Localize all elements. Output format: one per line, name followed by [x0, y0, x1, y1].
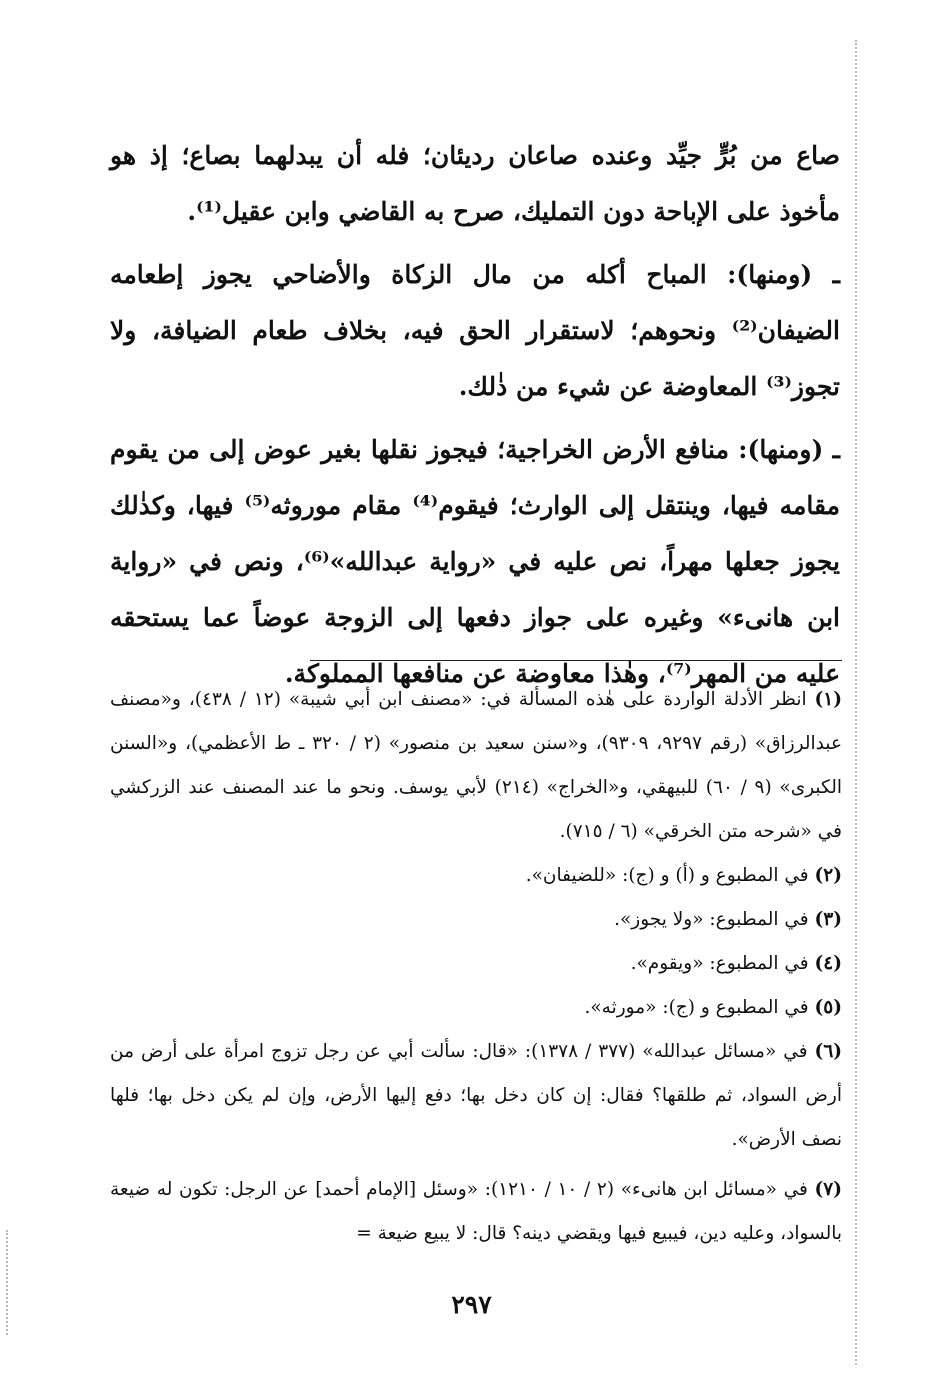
footnote-text: انظر الأدلة الواردة على هٰذه المسألة في: «مصنف ابن أبي شيبة» (١٢ / ٤٣٨)، و«مصنف عبدالرزاق» (رقم ٩٢٩٧، ٩٣٠٩)، و«سنن سعيد بن منصور» (٢ / ٣٢٠ ـ ط الأعظمي)، و«السنن الكبرى» (٩ / ٦٠) للبيهقي، و«الخراج» (٢١٤) لأبي يوسف. ونحو ما عند المصنف عند الزركشي في «شرحه متن الخرقي» (٦ / ٧١٥).: [110, 689, 842, 842]
footnote-text: في «مسائل ابن هانىء» (٢ / ١٠ / ١٢١٠): «وسئل [الإمام أحمد] عن الرجل: تكون له ضيعة بالسواد، وعليه دين، فيبيع فيها ويقضي دينه؟ قال: لا يبيع ضيعة =: [110, 1179, 842, 1244]
main-text: [110, 128, 840, 702]
main-paragraph-1: صاع من بُرٍّ جيِّد وعنده صاعان رديئان؛ فله أن يبدلهما بصاع؛ إذ هو مأخوذ على الإباحة دون التمليك، صرح به القاضي وابن عقيل⁽¹⁾.: [110, 141, 840, 226]
margin-dotted-line: [855, 40, 857, 1365]
footnote-3: [110, 898, 842, 942]
footnote-text: في المطبوع و (أ) و (ج): «للضيفان».: [525, 865, 809, 886]
main-paragraph-3: ـ (ومنها): منافع الأرض الخراجية؛ فيجوز نقلها بغير عوض إلى من يقوم مقامه فيها، وينتقل إلى الوارث؛ فيقوم⁽⁴⁾ مقام موروثه⁽⁵⁾ فيها، وكذٰلك يجوز جعلها مهراً، نص عليه في «رواية عبدالله»⁽⁶⁾، ونص في «رواية ابن هانىء» وغيره على جواز دفعها إلى الزوجة عوضاً عما يستحقه عليه من المهر⁽⁷⁾، وهٰذا معاوضة عن منافعها المملوكة.: [110, 435, 841, 688]
margin-dotted-line-left: [6, 1230, 8, 1335]
footnote-7: [110, 1168, 842, 1256]
page-number: ٢٩٧: [451, 1290, 492, 1319]
footnote-divider: [310, 660, 842, 661]
footnote-5: [110, 986, 842, 1030]
footnote-number: (٦): [814, 1041, 843, 1062]
footnote-number: (٣): [814, 909, 842, 930]
footnote-text: في «مسائل عبدالله» (٣٧٧ / ١٣٧٨): «قال: سألت أبي عن رجل تزوج امرأة على أرض من أرض السواد، ثم طلقها؟ فقال: إن كان دخل بها؛ دفع إليها الأرض، وإن لم يكن دخل بها؛ فلها نصف الأرض».: [110, 1041, 842, 1150]
footnote-number: (٥): [814, 997, 842, 1018]
footnote-number: (١): [814, 689, 842, 710]
footnote-text: في المطبوع: «ولا يجوز».: [614, 909, 809, 930]
footnote-2: [110, 854, 842, 898]
footnote-text: في المطبوع: «ويقوم».: [630, 953, 809, 974]
footnote-1: [110, 678, 842, 854]
footnote-4: [110, 942, 842, 986]
main-paragraph-2: ـ (ومنها): المباح أكله من مال الزكاة والأضاحي يجوز إطعامه الضيفان⁽²⁾ ونحوهم؛ لاستقرار الحق فيه، بخلاف طعام الضيافة، ولا تجوز⁽³⁾ المعاوضة عن شيء من ذٰلك.: [110, 260, 840, 401]
footnote-number: (٧): [814, 1179, 842, 1200]
footnote-text: في المطبوع و (ج): «مورثه».: [584, 997, 809, 1018]
footnote-6: [110, 1030, 842, 1162]
footnotes: [110, 678, 842, 1256]
footnote-number: (٤): [814, 953, 842, 974]
footnote-number: (٢): [814, 865, 842, 886]
